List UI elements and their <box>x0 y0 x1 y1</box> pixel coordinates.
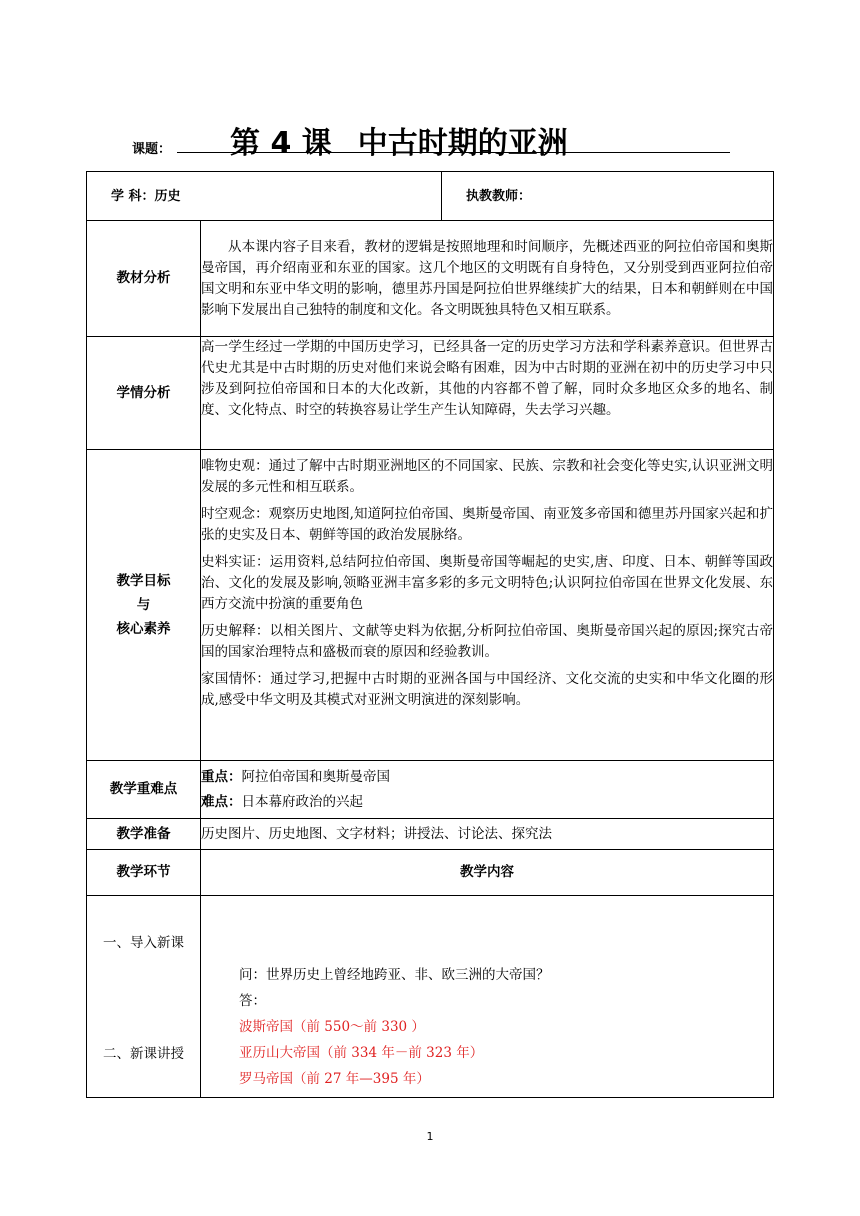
goals-label-2: 与 <box>136 597 151 613</box>
goals-content <box>201 450 774 761</box>
goal-evidence: 史料实证：运用资料,总结阿拉伯帝国、奥斯曼帝国等崛起的史实,唐、印度、日本、朝鲜等国政治、文化的发展及影响,领略亚洲丰富多彩的多元文明特色;认识阿拉伯帝国在世界文化发展、东西方交流中扮演的重要角色 <box>201 554 773 612</box>
difficulty-text: 日本幕府政治的兴起 <box>241 793 363 810</box>
answer-roman-empire: 罗马帝国（前 27 年—395 年） <box>239 1071 430 1087</box>
textbook-content <box>201 221 774 337</box>
key-points-row <box>87 761 774 819</box>
page-number: 1 <box>426 1130 434 1143</box>
goal-patriotism: 家国情怀：通过学习,把握中古时期的亚洲各国与中国经济、文化交流的史实和中华文化圈的形成,感受中华文明及其模式对亚洲文明演进的深刻影响。 <box>201 671 773 708</box>
preparation-content: 历史图片、历史地图、文字材料；讲授法、讨论法、探究法 <box>201 819 774 850</box>
students-label: 学情分析 <box>87 337 201 450</box>
lesson-title <box>230 118 568 162</box>
textbook-label: 教材分析 <box>87 221 201 337</box>
key-point-label: 重点： <box>201 768 242 785</box>
process-content-header: 教学内容 <box>201 850 774 896</box>
goal-interpretation: 历史解释：以相关图片、文献等史料为依据,分析阿拉伯帝国、奥斯曼帝国兴起的原因;探究古帝国的国家治理特点和盛极而衰的原因和经验教训。 <box>201 623 773 660</box>
difficulty-line <box>201 790 773 815</box>
lesson-number: 第 4 课 <box>230 126 332 161</box>
goal-time-space: 时空观念：观察历史地图,知道阿拉伯帝国、奥斯曼帝国、南亚笈多帝国和德里苏丹国家兴起和扩张的史实及日本、朝鲜等国的政治发展脉络。 <box>201 506 773 543</box>
students-row <box>87 337 774 450</box>
teacher-cell: 执教教师： <box>442 172 774 221</box>
key-point-line <box>201 765 773 790</box>
lesson-name: 中古时期的亚洲 <box>357 126 568 161</box>
goals-row <box>87 450 774 761</box>
answer-persian-empire: 波斯帝国（前 550～前 330 ） <box>239 1019 425 1035</box>
process-row <box>87 896 774 1098</box>
subject-cell: 学 科：历史 <box>87 172 442 221</box>
goals-label <box>87 450 201 761</box>
textbook-row <box>87 221 774 337</box>
process-content <box>201 896 774 1098</box>
preparation-row <box>87 819 774 850</box>
students-content <box>201 337 774 450</box>
lesson-title-label: 课题： <box>132 142 172 157</box>
process-header-row <box>87 850 774 896</box>
key-points-content <box>201 761 774 819</box>
lesson-title-row <box>132 118 730 161</box>
difficulty-label: 难点： <box>201 793 242 810</box>
step-teaching: 二、新课讲授 <box>103 1046 184 1062</box>
question-text: 问：世界历史上曾经地跨亚、非、欧三洲的大帝国？ <box>239 967 550 983</box>
answer-label: 答： <box>239 993 266 1009</box>
process-step-header: 教学环节 <box>87 850 201 896</box>
preparation-label: 教学准备 <box>87 819 201 850</box>
step-intro: 一、导入新课 <box>103 935 184 951</box>
key-point-text: 阿拉伯帝国和奥斯曼帝国 <box>241 768 390 785</box>
goals-label-3: 核心素养 <box>116 621 171 637</box>
lesson-plan-table <box>86 171 774 1098</box>
goal-materialism: 唯物史观：通过了解中古时期亚洲地区的不同国家、民族、宗教和社会变化等史实,认识亚洲文明发展的多元性和相互联系。 <box>201 458 773 495</box>
answer-alexander-empire: 亚历山大帝国（前 334 年－前 323 年） <box>239 1045 484 1061</box>
goals-label-1: 教学目标 <box>116 573 171 589</box>
process-steps <box>87 896 201 1098</box>
key-points-label: 教学重难点 <box>87 761 201 819</box>
students-text: 高一学生经过一学期的中国历史学习，已经具备一定的历史学习方法和学科素养意识。但世界古代史尤其是中古时期的历史对他们来说会略有困难，因为中古时期的亚洲在初中的历史学习中只涉及到阿拉伯帝国和日本的大化改新，其他的内容都不曾了解，同时众多地区众多的地名、制度、文化特点、时空的转换容易让学生产生认知障碍，失去学习兴趣。 <box>201 339 773 418</box>
textbook-text: 从本课内容子目来看，教材的逻辑是按照地理和时间顺序，先概述西亚的阿拉伯帝国和奥斯曼帝国，再介绍南亚和东亚的国家。这几个地区的文明既有自身特色，又分别受到西亚阿拉伯帝国文明和东亚中华文明的影响，德里苏丹国是阿拉伯世界继续扩大的结果，日本和朝鲜则在中国影响下发展出自己独特的制度和文化。各文明既独具特色又相互联系。 <box>201 238 773 318</box>
info-row <box>87 172 774 221</box>
